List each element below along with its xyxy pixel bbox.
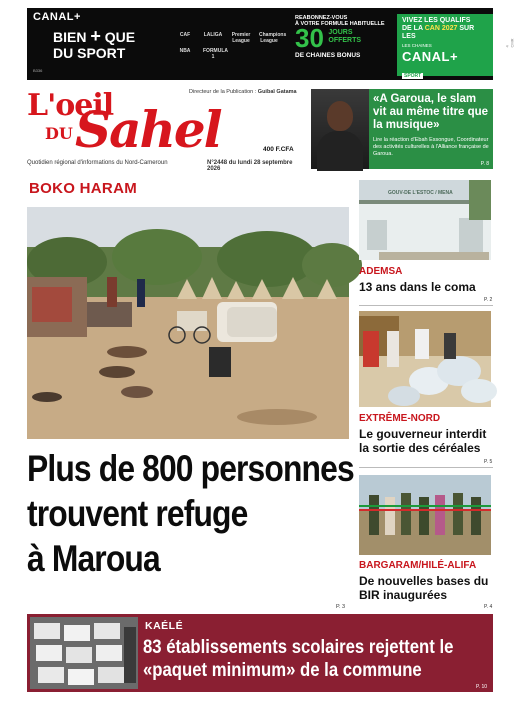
sidebar-title-bir[interactable]: De nouvelles bases du BIR inaugurées xyxy=(359,574,489,602)
ad-offer-line2: À VOTRE FORMULE HABITUELLE xyxy=(295,21,385,27)
canal-plus-logo: CANAL+ xyxy=(402,49,459,64)
ad-banner xyxy=(27,8,515,80)
director-line xyxy=(189,89,297,95)
bottom-photo-packages xyxy=(30,617,138,689)
director-label: Directeur de la Publication : xyxy=(189,89,257,95)
main-page: P. 3 xyxy=(336,604,346,610)
sidebar-page-3: P. 4 xyxy=(484,604,493,610)
masthead xyxy=(27,88,307,170)
logo-du: DU xyxy=(45,124,73,143)
bottom-page: P. 10 xyxy=(475,684,487,690)
ad-can-line3: LES CHAINES xyxy=(402,43,432,48)
ad-can-word: SUR LES xyxy=(402,25,475,40)
sidebar-page-2: P. 5 xyxy=(484,459,493,465)
nba-logo: NBA xyxy=(179,48,191,54)
ad-slogan xyxy=(53,28,135,61)
tagline: Quotidien régional d'informations du Nord-Cameroun xyxy=(27,160,168,166)
price: 400 F.CFA xyxy=(263,146,294,153)
sidebar-photo-3-illustration xyxy=(359,475,491,555)
main-headline-line3: à Maroua xyxy=(27,538,160,579)
sidebar-photo-2-illustration xyxy=(359,311,491,407)
ad-can-line1: VIVEZ LES QUALIFS xyxy=(402,17,471,24)
teaser-photo-head xyxy=(327,101,353,131)
ad-slogan-word: QUE xyxy=(104,29,136,45)
sidebar-divider xyxy=(359,467,493,468)
ad-brand: CANAL+ xyxy=(33,11,81,23)
teaser-page: P. 8 xyxy=(480,161,489,167)
teaser-title: «A Garoua, le slam vit au même titre que la musique» xyxy=(373,93,489,131)
logo-loeil: L'oeil xyxy=(27,88,114,123)
main-kicker: BOKO HARAM xyxy=(29,180,137,197)
sidebar-photo-2 xyxy=(359,311,491,407)
director-name: Guibaï Gatama xyxy=(257,89,297,95)
champions-league-logo: Champions League xyxy=(259,32,287,44)
sidebar-photo-3 xyxy=(359,475,491,555)
main-headline-line2: trouvent refuge xyxy=(27,493,248,534)
bottom-kicker: KAÉLÉ xyxy=(145,620,184,632)
premier-league-logo: Premier League xyxy=(231,32,251,44)
sidebar-divider xyxy=(359,305,493,306)
ad-offer-bottom: DE CHAINES BONUS xyxy=(295,52,361,59)
ad-offer-jours: JOURS xyxy=(328,29,353,36)
sidebar-photo-1-sign: GOUV-DE L'ESTOC / MENA xyxy=(388,190,453,196)
teaser-photo xyxy=(311,89,369,169)
ad-offer xyxy=(295,15,385,73)
teaser-sub: Lire la réaction d'Ebah Essongue, Coordinateur des activités culturelles à l'Alliance française de Garoua. xyxy=(373,137,489,157)
issue-number: N°2448 du lundi 28 septembre 2026 xyxy=(207,160,293,172)
teaser-photo-body xyxy=(317,131,363,171)
formula1-logo: FORMULA 1 xyxy=(203,48,228,60)
laliga-logo: LALIGA xyxy=(203,32,223,38)
ad-offer-days xyxy=(328,29,361,45)
ad-can-line2 xyxy=(402,25,488,41)
sidebar-page-1: P. 2 xyxy=(484,297,493,303)
sidebar-kicker-extreme-nord: EXTRÊME-NORD xyxy=(359,413,441,424)
ad-slogan-line2: DU SPORT xyxy=(53,45,126,61)
ad-can-word: DE LA xyxy=(402,25,423,32)
ad-offer-number: 30 xyxy=(295,23,324,53)
sidebar-title-coma[interactable]: 13 ans dans le coma xyxy=(359,280,476,294)
ad-competition-logos xyxy=(175,22,287,70)
ad-offer-offerts: OFFERTS xyxy=(328,37,362,44)
teaser-slam[interactable] xyxy=(311,89,493,169)
bottom-story-kaele[interactable] xyxy=(27,614,493,692)
ad-slogan-word: BIEN xyxy=(53,29,87,45)
sidebar-kicker-ademsa: ADEMSA xyxy=(359,266,403,277)
ad-legal: B336 xyxy=(33,68,43,73)
caf-logo: CAF xyxy=(179,32,191,38)
bottom-title: 83 établissements scolaires rejettent le «paquet minimum» de la commune xyxy=(143,637,454,681)
sidebar-title-cereales[interactable]: Le gouverneur interdit la sortie des céréales xyxy=(359,427,487,455)
ad-can-sport: SPORT xyxy=(404,73,422,79)
ad-can-promo xyxy=(397,14,493,79)
ad-slogan-plus: + xyxy=(90,26,101,46)
bottom-photo-illustration xyxy=(30,617,138,689)
main-headline xyxy=(27,446,362,581)
main-photo-refugee-camp xyxy=(27,207,349,439)
ad-side-text: 4 CMR xyxy=(504,38,515,48)
sidebar-kicker-bargaram: BARGARAM/HILÉ-ALIFA xyxy=(359,560,477,571)
ad-offer-line1: REABONNEZ-VOUS xyxy=(295,15,348,21)
logo-sahel: Sahel xyxy=(75,100,221,159)
main-photo-illustration xyxy=(27,207,349,439)
main-headline-line1: Plus de 800 personnes xyxy=(27,448,354,489)
ad-can-highlight: CAN 2027 xyxy=(424,25,458,32)
